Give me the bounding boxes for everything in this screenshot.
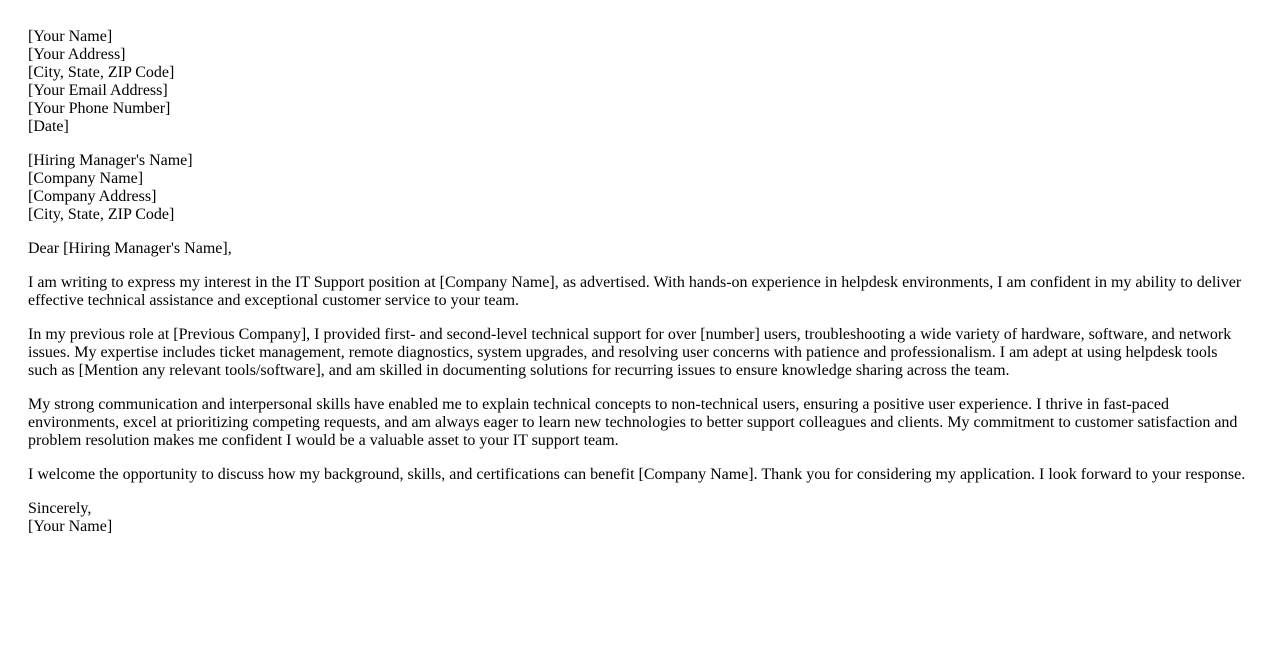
sender-address-block [28, 28, 1250, 136]
sender-city-state-zip: [City, State, ZIP Code] [28, 64, 175, 81]
sender-email: [Your Email Address] [28, 82, 168, 99]
letter-date: [Date] [28, 118, 69, 135]
recipient-company-address: [Company Address] [28, 188, 157, 205]
recipient-company: [Company Name] [28, 170, 144, 187]
recipient-address-block [28, 152, 1250, 224]
body-paragraph-closing: I welcome the opportunity to discuss how my background, skills, and certifications can benefit [Company Name]. Thank you for considering my application. I look forward to your response. [28, 466, 1246, 483]
sender-phone: [Your Phone Number] [28, 100, 171, 117]
sender-address: [Your Address] [28, 46, 126, 63]
body-paragraph-experience: In my previous role at [Previous Company], I provided first- and second-level technical support for over [number] users, troubleshooting a wide variety of hardware, software, and network issues. My expertise includes ticket management, remote diagnostics, system upgrades, and resolving user concerns with patience and professionalism. I am adept at using helpdesk tools such as [Mention any relevant tools/software], and am skilled in documenting solutions for recurring issues to ensure knowledge sharing across the team. [28, 326, 1232, 379]
cover-letter [28, 28, 1250, 552]
recipient-name: [Hiring Manager's Name] [28, 152, 193, 169]
salutation: Dear [Hiring Manager's Name], [28, 240, 232, 257]
recipient-city-state-zip: [City, State, ZIP Code] [28, 206, 175, 223]
closing-phrase: Sincerely, [28, 500, 92, 517]
signature-name: [Your Name] [28, 518, 113, 535]
body-paragraph-skills: My strong communication and interpersonal skills have enabled me to explain technical concepts to non-technical users, ensuring a positive user experience. I thrive in fast-paced environments, excel at prioritizing competing requests, and am always eager to learn new technologies to better support colleagues and clients. My commitment to customer satisfaction and problem resolution makes me confident I would be a valuable asset to your IT support team. [28, 396, 1238, 449]
body-paragraph-intro: I am writing to express my interest in the IT Support position at [Company Name], as advertised. With hands-on experience in helpdesk environments, I am confident in my ability to deliver effective technical assistance and exceptional customer service to your team. [28, 274, 1242, 309]
signature-block [28, 500, 1250, 536]
sender-name: [Your Name] [28, 28, 113, 45]
